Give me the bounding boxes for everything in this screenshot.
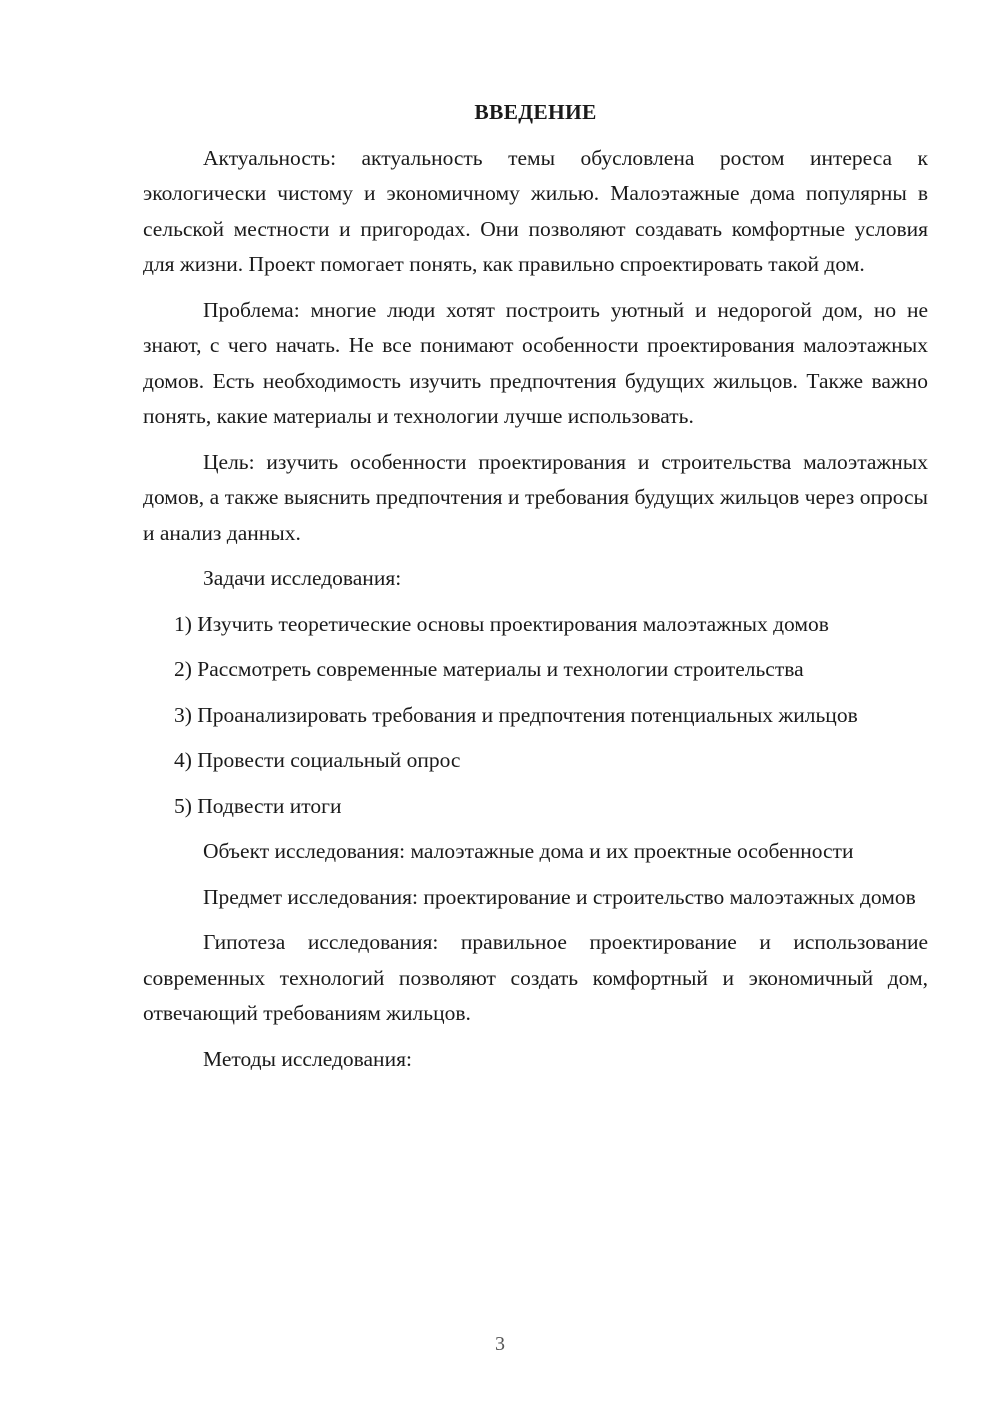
page-title: ВВЕДЕНИЕ [474, 100, 597, 124]
task-item-4: 4) Провести социальный опрос [174, 748, 461, 772]
tasks-heading: Задачи исследования: [203, 566, 402, 590]
problem-paragraph: Проблема: многие люди хотят построить уютный и недорогой дом, но не знают, с чего начать. Не все понимают особенности проектирования малоэтажных домов. Есть необходимость изучить предпочтения будущих жильцов. Также важно понять, какие материалы и технологии лучше использовать. [143, 297, 928, 428]
methods-paragraph: Методы исследования: [203, 1046, 412, 1071]
task-item-2: 2) Рассмотреть современные материалы и технологии строительства [174, 657, 804, 681]
page-number: 3 [495, 1333, 505, 1355]
page-content [143, 95, 928, 1087]
goal-paragraph: Цель: изучить особенности проектирования и строительства малоэтажных домов, а также выяснить предпочтения и требования будущих жильцов через опросы и анализ данных. [143, 449, 928, 545]
object-paragraph: Объект исследования: малоэтажные дома и их проектные особенности [203, 839, 854, 863]
hypothesis-paragraph: Гипотеза исследования: правильное проектирование и использование современных технологий позволяют создать комфортный и экономичный дом, отвечающий требованиям жильцов. [143, 930, 928, 1025]
relevance-paragraph: Актуальность: актуальность темы обусловлена ростом интереса к экологически чистому и экономичному жилью. Малоэтажные дома популярны в сельской местности и пригородах. Они позволяют создавать комфортные условия для жизни. Проект помогает понять, как правильно спроектировать такой дом. [143, 145, 928, 276]
task-item-3: 3) Проанализировать требования и предпочтения потенциальных жильцов [174, 702, 858, 727]
task-item-5: 5) Подвести итоги [174, 793, 342, 818]
task-item-1: 1) Изучить теоретические основы проектирования малоэтажных домов [174, 611, 829, 636]
subject-paragraph: Предмет исследования: проектирование и строительство малоэтажных домов [203, 884, 916, 909]
